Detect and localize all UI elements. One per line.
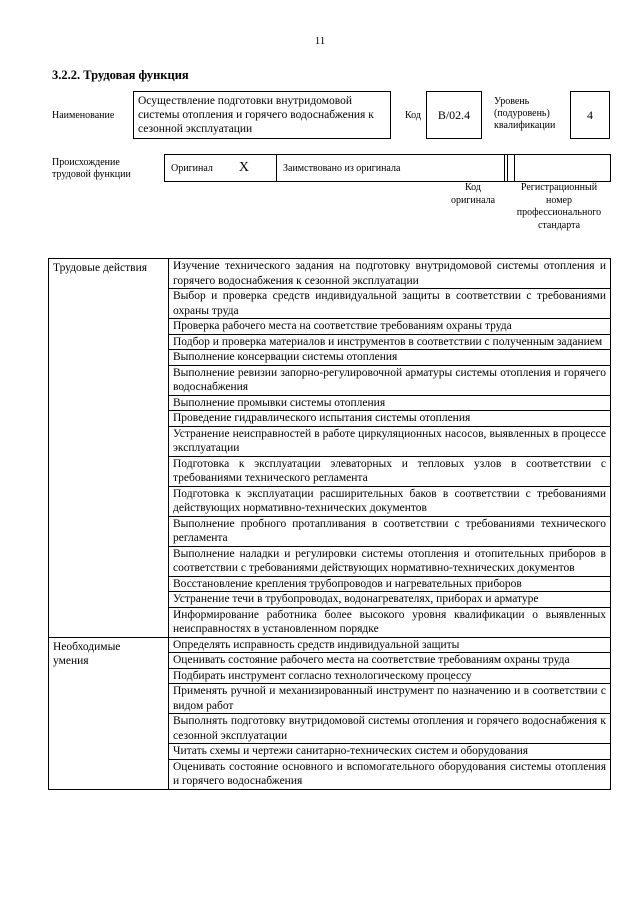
table-row xyxy=(49,259,611,289)
origin-divider xyxy=(504,154,505,182)
skill-item: Применять ручной и механизированный инструмент по назначению и в соответствии с видом работ xyxy=(169,684,611,714)
code-label: Код xyxy=(405,110,421,121)
table-row xyxy=(49,637,611,653)
labor-action-item: Изучение технического задания на подготовку внутридомовой системы отопления и горячего водоснабжения к сезонной эксплуатации xyxy=(169,259,611,289)
required-skills-label-line: Необходимые xyxy=(53,640,121,653)
section-title: 3.2.2. Трудовая функция xyxy=(52,68,189,82)
level-label-line: Уровень xyxy=(494,96,530,107)
code-box: В/02.4 xyxy=(426,91,482,139)
labor-action-item: Информирование работника более высокого уровня квалификации о выявленных неисправностях в установленном порядке xyxy=(169,607,611,637)
labor-action-item: Проведение гидравлического испытания системы отопления xyxy=(169,411,611,427)
origin-label-line: трудовой функции xyxy=(52,169,131,180)
caption-line: номер xyxy=(546,194,572,206)
caption-line: профессионального xyxy=(516,207,602,218)
level-label-line: (подуровень) xyxy=(494,108,550,119)
original-mark: X xyxy=(238,160,250,175)
labor-action-item: Подбор и проверка материалов и инструментов в соответствии с полученным заданием xyxy=(169,334,611,350)
skill-item: Определять исправность средств индивидуальной защиты xyxy=(169,637,611,653)
level-box: 4 xyxy=(570,91,610,139)
caption-line: оригинала xyxy=(450,194,496,206)
required-skills-label-line: умения xyxy=(53,655,89,667)
name-label: Наименование xyxy=(52,110,115,121)
caption-line: стандарта xyxy=(537,219,581,231)
original-cell xyxy=(165,155,277,181)
labor-action-item: Устранение течи в трубопроводах, водонагревателях, приборах и арматуре xyxy=(169,592,611,608)
skill-item: Подбирать инструмент согласно технологическому процессу xyxy=(169,668,611,684)
caption-line: Код xyxy=(465,182,481,193)
labor-action-item: Восстановление крепления трубопроводов и нагревательных приборов xyxy=(169,576,611,592)
level-label xyxy=(494,96,555,132)
required-skills-label xyxy=(49,637,169,789)
level-label-line: квалификации xyxy=(494,120,556,131)
labor-action-item: Устранение неисправностей в работе циркуляционных насосов, выявленных в процессе эксплуатации xyxy=(169,426,611,456)
labor-action-item: Подготовка к эксплуатации расширительных баков в соответствии с требованиями действующих нормативно-технических документов xyxy=(169,486,611,516)
labor-action-item: Выполнение наладки и регулировки системы отопления и отопительных приборов в соответствии с требованиями действующих нормативно-технических документов xyxy=(169,546,611,576)
labor-actions-label: Трудовые действия xyxy=(49,259,169,638)
reg-number-caption xyxy=(507,182,611,232)
skill-item: Оценивать состояние основного и вспомогательного оборудования системы отопления и горячего водоснабжения xyxy=(169,759,611,789)
origin-row xyxy=(164,154,611,182)
labor-action-item: Выполнение ревизии запорно-регулировочной арматуры системы отопления и горячего водоснабжения xyxy=(169,365,611,395)
origin-label xyxy=(52,157,131,181)
labor-action-item: Выполнение промывки системы отопления xyxy=(169,395,611,411)
origin-label-line: Происхождение xyxy=(52,157,120,168)
caption-line: Регистрационный xyxy=(520,182,598,193)
original-label: Оригинал xyxy=(171,162,213,174)
function-name-box: Осуществление подготовки внутридомовой системы отопления и горячего водоснабжения к сезонной эксплуатации xyxy=(133,91,391,139)
skill-item: Выполнять подготовку внутридомовой системы отопления и горячего водоснабжения к сезонной эксплуатации xyxy=(169,714,611,744)
reg-number-cell xyxy=(508,155,514,181)
borrowed-cell: Заимствовано из оригинала xyxy=(277,155,508,181)
skill-item: Читать схемы и чертежи санитарно-технических систем и оборудования xyxy=(169,744,611,760)
labor-action-item: Подготовка к эксплуатации элеваторных и тепловых узлов в соответствии с требованиями технического регламента xyxy=(169,456,611,486)
labor-function-table xyxy=(48,258,611,790)
labor-action-item: Проверка рабочего места на соответствие требованиям охраны труда xyxy=(169,319,611,335)
code-original-caption xyxy=(440,182,506,207)
labor-action-item: Выполнение консервации системы отопления xyxy=(169,350,611,366)
page-number: 11 xyxy=(314,35,326,47)
skill-item: Оценивать состояние рабочего места на соответствие требованиям охраны труда xyxy=(169,653,611,669)
labor-action-item: Выбор и проверка средств индивидуальной защиты в соответствии с требованиями охраны труда xyxy=(169,289,611,319)
labor-action-item: Выполнение пробного протапливания в соответствии с требованиями технического регламента xyxy=(169,516,611,546)
